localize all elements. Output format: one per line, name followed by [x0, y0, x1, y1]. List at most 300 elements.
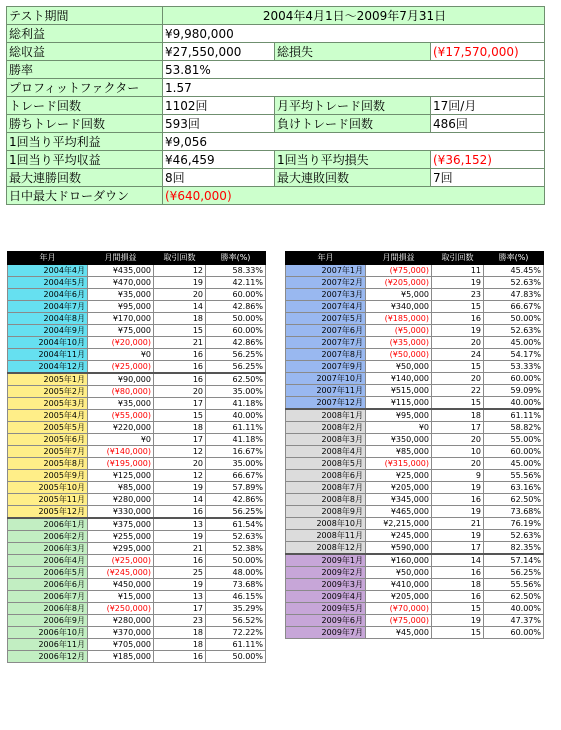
monthly-pl-cell: ¥5,000	[366, 289, 432, 301]
trade-count-cell: 12	[154, 265, 206, 277]
win-rate-cell: 50.00%	[484, 313, 544, 325]
monthly-pl-cell: ¥245,000	[366, 530, 432, 542]
win-rate-cell: 48.00%	[206, 567, 266, 579]
year-month-cell: 2005年11月	[8, 494, 88, 506]
empty-row	[286, 650, 544, 661]
table-row	[8, 567, 266, 579]
trade-count-cell: 21	[154, 337, 206, 349]
table-row	[8, 531, 266, 543]
header-year-month: 年月	[286, 252, 366, 265]
trade-count-cell: 19	[154, 482, 206, 494]
trade-count-cell: 23	[432, 289, 484, 301]
win-rate-cell: 40.00%	[484, 603, 544, 615]
table-row	[8, 446, 266, 458]
year-month-cell: 2008年3月	[286, 434, 366, 446]
year-month-cell: 2006年7月	[8, 591, 88, 603]
monthly-pl-cell: ¥125,000	[88, 470, 154, 482]
win-rate-cell: 40.00%	[484, 397, 544, 410]
avg-profit-label: 1回当り平均利益	[7, 133, 163, 151]
trade-count-cell: 15	[154, 410, 206, 422]
trade-count-cell: 13	[154, 591, 206, 603]
summary-row-total-profit	[7, 25, 545, 43]
test-period-value: 2004年4月1日～2009年7月31日	[163, 7, 545, 25]
monthly-pl-cell: (¥5,000)	[366, 325, 432, 337]
win-rate-cell: 60.00%	[206, 325, 266, 337]
monthly-pl-cell: (¥35,000)	[366, 337, 432, 349]
trade-count-cell: 17	[154, 398, 206, 410]
monthly-pl-cell: ¥160,000	[366, 554, 432, 567]
monthly-pl-cell: ¥330,000	[88, 506, 154, 519]
win-rate-cell: 73.68%	[484, 506, 544, 518]
table-row	[8, 349, 266, 361]
trade-count-cell: 14	[154, 494, 206, 506]
trade-count-cell: 19	[432, 506, 484, 518]
header-trade-count: 取引回数	[432, 252, 484, 265]
win-rate-cell: 50.00%	[206, 555, 266, 567]
win-rate-cell: 73.68%	[206, 579, 266, 591]
summary-row-avg-gain-loss	[7, 151, 545, 169]
year-month-cell: 2006年4月	[8, 555, 88, 567]
monthly-pl-cell: (¥25,000)	[88, 361, 154, 374]
table-row	[286, 470, 544, 482]
empty-cell	[484, 639, 544, 651]
monthly-pl-cell: ¥280,000	[88, 615, 154, 627]
monthly-header-row	[286, 252, 544, 265]
year-month-cell: 2005年7月	[8, 446, 88, 458]
trade-count-cell: 16	[154, 373, 206, 386]
summary-row-trades	[7, 97, 545, 115]
monthly-pl-cell: (¥205,000)	[366, 277, 432, 289]
summary-row-streaks	[7, 169, 545, 187]
year-month-cell: 2006年3月	[8, 543, 88, 555]
table-row	[286, 301, 544, 313]
monthly-pl-cell: ¥90,000	[88, 373, 154, 386]
table-row	[286, 615, 544, 627]
win-rate-cell: 55.56%	[484, 470, 544, 482]
trade-count-cell: 20	[154, 289, 206, 301]
trade-count-cell: 20	[154, 458, 206, 470]
table-row	[286, 373, 544, 385]
trade-count-cell: 16	[432, 567, 484, 579]
win-rate-cell: 50.00%	[206, 651, 266, 663]
total-profit-label: 総利益	[7, 25, 163, 43]
table-row	[8, 543, 266, 555]
monthly-pl-cell: ¥185,000	[88, 651, 154, 663]
trade-count-cell: 19	[432, 482, 484, 494]
trade-count-cell: 16	[154, 651, 206, 663]
win-rate-cell: 41.18%	[206, 398, 266, 410]
table-row	[286, 325, 544, 337]
monthly-pl-cell: (¥315,000)	[366, 458, 432, 470]
monthly-pl-cell: ¥75,000	[88, 325, 154, 337]
trade-count-cell: 18	[154, 627, 206, 639]
monthly-pl-cell: (¥250,000)	[88, 603, 154, 615]
table-row	[8, 458, 266, 470]
trade-count-cell: 14	[154, 301, 206, 313]
table-row	[8, 579, 266, 591]
trade-count-cell: 21	[154, 543, 206, 555]
monthly-table-right	[285, 251, 544, 661]
trade-count-cell: 20	[432, 373, 484, 385]
monthly-pl-cell: ¥370,000	[88, 627, 154, 639]
win-rate-cell: 55.00%	[484, 434, 544, 446]
trades-label: トレード回数	[7, 97, 163, 115]
avg-gain-label: 1回当り平均収益	[7, 151, 163, 169]
summary-table	[6, 6, 545, 205]
monthly-pl-cell: ¥15,000	[88, 591, 154, 603]
year-month-cell: 2007年6月	[286, 325, 366, 337]
table-row	[8, 615, 266, 627]
table-row	[286, 530, 544, 542]
table-row	[8, 470, 266, 482]
monthly-pl-cell: (¥70,000)	[366, 603, 432, 615]
trade-count-cell: 15	[432, 627, 484, 639]
win-rate-cell: 56.25%	[484, 567, 544, 579]
year-month-cell: 2008年12月	[286, 542, 366, 555]
trade-count-cell: 24	[432, 349, 484, 361]
win-rate-cell: 72.22%	[206, 627, 266, 639]
win-rate-cell: 56.25%	[206, 361, 266, 374]
win-rate-cell: 35.00%	[206, 458, 266, 470]
win-rate-cell: 53.33%	[484, 361, 544, 373]
win-rate-cell: 62.50%	[484, 494, 544, 506]
table-row	[286, 434, 544, 446]
win-rate-cell: 47.37%	[484, 615, 544, 627]
win-rate-cell: 55.56%	[484, 579, 544, 591]
monthly-pl-cell: (¥55,000)	[88, 410, 154, 422]
win-rate-cell: 54.17%	[484, 349, 544, 361]
empty-row	[286, 639, 544, 651]
header-win-rate: 勝率(%)	[484, 252, 544, 265]
year-month-cell: 2009年4月	[286, 591, 366, 603]
trade-count-cell: 16	[432, 494, 484, 506]
year-month-cell: 2006年9月	[8, 615, 88, 627]
year-month-cell: 2005年2月	[8, 386, 88, 398]
monthly-pl-cell: ¥465,000	[366, 506, 432, 518]
empty-cell	[286, 650, 366, 661]
table-row	[286, 265, 544, 277]
table-row	[286, 313, 544, 325]
year-month-cell: 2008年2月	[286, 422, 366, 434]
trade-count-cell: 19	[154, 579, 206, 591]
trade-count-cell: 17	[432, 422, 484, 434]
trade-count-cell: 15	[432, 603, 484, 615]
table-row	[8, 337, 266, 349]
win-rate-cell: 76.19%	[484, 518, 544, 530]
trade-count-cell: 19	[432, 277, 484, 289]
year-month-cell: 2008年8月	[286, 494, 366, 506]
trade-count-cell: 16	[154, 555, 206, 567]
table-row	[8, 627, 266, 639]
table-row	[286, 361, 544, 373]
year-month-cell: 2007年8月	[286, 349, 366, 361]
monthly-pl-cell: ¥280,000	[88, 494, 154, 506]
win-rate-cell: 63.16%	[484, 482, 544, 494]
table-row	[286, 385, 544, 397]
year-month-cell: 2004年5月	[8, 277, 88, 289]
win-rate-cell: 52.63%	[484, 277, 544, 289]
year-month-cell: 2008年11月	[286, 530, 366, 542]
monthly-pl-cell: ¥0	[88, 349, 154, 361]
monthly-table-left	[7, 251, 266, 663]
year-month-cell: 2005年4月	[8, 410, 88, 422]
year-month-cell: 2004年8月	[8, 313, 88, 325]
year-month-cell: 2005年10月	[8, 482, 88, 494]
monthly-pl-cell: (¥245,000)	[88, 567, 154, 579]
table-row	[286, 579, 544, 591]
total-profit-value: ¥9,980,000	[163, 25, 545, 43]
monthly-pl-cell: ¥25,000	[366, 470, 432, 482]
win-rate-cell: 52.63%	[484, 530, 544, 542]
monthly-trades-value: 17回/月	[431, 97, 545, 115]
table-row	[8, 373, 266, 386]
trade-count-cell: 16	[154, 349, 206, 361]
table-row	[286, 349, 544, 361]
table-row	[8, 434, 266, 446]
empty-cell	[366, 639, 432, 651]
win-rate-cell: 45.00%	[484, 337, 544, 349]
win-rate-cell: 66.67%	[206, 470, 266, 482]
table-row	[286, 591, 544, 603]
year-month-cell: 2008年5月	[286, 458, 366, 470]
table-row	[8, 591, 266, 603]
trade-count-cell: 15	[154, 325, 206, 337]
empty-cell	[432, 639, 484, 651]
year-month-cell: 2007年1月	[286, 265, 366, 277]
trade-count-cell: 18	[154, 639, 206, 651]
profit-factor-label: プロフィットファクター	[7, 79, 163, 97]
monthly-pl-cell: ¥590,000	[366, 542, 432, 555]
win-rate-cell: 16.67%	[206, 446, 266, 458]
max-lose-streak-label: 最大連敗回数	[275, 169, 431, 187]
year-month-cell: 2006年12月	[8, 651, 88, 663]
table-row	[8, 639, 266, 651]
monthly-pl-cell: (¥185,000)	[366, 313, 432, 325]
max-lose-streak-value: 7回	[431, 169, 545, 187]
win-rate-value: 53.81%	[163, 61, 545, 79]
table-row	[8, 651, 266, 663]
year-month-cell: 2005年1月	[8, 373, 88, 386]
drawdown-label: 日中最大ドローダウン	[7, 187, 163, 205]
header-year-month: 年月	[8, 252, 88, 265]
monthly-pl-cell: (¥75,000)	[366, 615, 432, 627]
win-rate-cell: 47.83%	[484, 289, 544, 301]
monthly-pl-cell: ¥115,000	[366, 397, 432, 410]
monthly-header-row	[8, 252, 266, 265]
monthly-pl-cell: ¥205,000	[366, 482, 432, 494]
trade-count-cell: 17	[154, 603, 206, 615]
monthly-pl-cell: ¥0	[88, 434, 154, 446]
monthly-pl-cell: ¥220,000	[88, 422, 154, 434]
monthly-pl-cell: ¥170,000	[88, 313, 154, 325]
total-gain-value: ¥27,550,000	[163, 43, 275, 61]
monthly-pl-cell: (¥75,000)	[366, 265, 432, 277]
table-row	[286, 277, 544, 289]
monthly-pl-cell: ¥470,000	[88, 277, 154, 289]
year-month-cell: 2006年8月	[8, 603, 88, 615]
table-row	[8, 603, 266, 615]
summary-row-profit-factor	[7, 79, 545, 97]
trade-count-cell: 19	[154, 277, 206, 289]
avg-loss-value: (¥36,152)	[431, 151, 545, 169]
table-row	[8, 277, 266, 289]
monthly-pl-cell: (¥195,000)	[88, 458, 154, 470]
table-row	[8, 518, 266, 531]
win-rate-cell: 56.52%	[206, 615, 266, 627]
win-rate-cell: 58.33%	[206, 265, 266, 277]
win-rate-cell: 61.11%	[206, 639, 266, 651]
trade-count-cell: 20	[154, 386, 206, 398]
table-row	[286, 337, 544, 349]
year-month-cell: 2006年10月	[8, 627, 88, 639]
trade-count-cell: 21	[432, 518, 484, 530]
year-month-cell: 2007年4月	[286, 301, 366, 313]
trade-count-cell: 12	[154, 470, 206, 482]
trade-count-cell: 18	[432, 409, 484, 422]
empty-cell	[432, 650, 484, 661]
win-rate-cell: 62.50%	[484, 591, 544, 603]
win-trades-label: 勝ちトレード回数	[7, 115, 163, 133]
year-month-cell: 2007年5月	[286, 313, 366, 325]
win-rate-cell: 56.25%	[206, 349, 266, 361]
table-row	[8, 410, 266, 422]
total-loss-value: (¥17,570,000)	[431, 43, 545, 61]
trade-count-cell: 20	[432, 434, 484, 446]
year-month-cell: 2004年9月	[8, 325, 88, 337]
year-month-cell: 2004年11月	[8, 349, 88, 361]
win-rate-cell: 42.86%	[206, 301, 266, 313]
empty-cell	[286, 639, 366, 651]
table-row	[8, 325, 266, 337]
monthly-pl-cell: ¥45,000	[366, 627, 432, 639]
year-month-cell: 2009年2月	[286, 567, 366, 579]
total-loss-label: 総損失	[275, 43, 431, 61]
monthly-pl-cell: ¥375,000	[88, 518, 154, 531]
monthly-pl-cell: ¥350,000	[366, 434, 432, 446]
max-win-streak-value: 8回	[163, 169, 275, 187]
table-row	[8, 398, 266, 410]
win-rate-cell: 52.63%	[206, 531, 266, 543]
monthly-pl-cell: ¥95,000	[88, 301, 154, 313]
year-month-cell: 2008年7月	[286, 482, 366, 494]
table-row	[8, 482, 266, 494]
year-month-cell: 2006年5月	[8, 567, 88, 579]
win-rate-cell: 56.25%	[206, 506, 266, 519]
year-month-cell: 2004年7月	[8, 301, 88, 313]
table-row	[286, 289, 544, 301]
win-rate-cell: 59.09%	[484, 385, 544, 397]
win-rate-cell: 42.11%	[206, 277, 266, 289]
table-row	[8, 289, 266, 301]
lose-trades-value: 486回	[431, 115, 545, 133]
monthly-table-left-body	[8, 265, 266, 663]
win-rate-cell: 35.29%	[206, 603, 266, 615]
trades-value: 1102回	[163, 97, 275, 115]
monthly-pl-cell: ¥255,000	[88, 531, 154, 543]
year-month-cell: 2008年6月	[286, 470, 366, 482]
year-month-cell: 2005年3月	[8, 398, 88, 410]
table-row	[286, 409, 544, 422]
trade-count-cell: 14	[432, 554, 484, 567]
win-rate-cell: 57.14%	[484, 554, 544, 567]
win-rate-cell: 60.00%	[484, 627, 544, 639]
trade-count-cell: 18	[154, 422, 206, 434]
table-row	[8, 361, 266, 374]
trade-count-cell: 9	[432, 470, 484, 482]
year-month-cell: 2007年12月	[286, 397, 366, 410]
year-month-cell: 2004年4月	[8, 265, 88, 277]
trade-count-cell: 19	[432, 325, 484, 337]
win-rate-cell: 66.67%	[484, 301, 544, 313]
monthly-table-right-body	[286, 265, 544, 662]
win-rate-cell: 58.82%	[484, 422, 544, 434]
win-rate-cell: 41.18%	[206, 434, 266, 446]
monthly-pl-cell: ¥450,000	[88, 579, 154, 591]
table-row	[286, 554, 544, 567]
avg-loss-label: 1回当り平均損失	[275, 151, 431, 169]
trade-count-cell: 13	[154, 518, 206, 531]
trade-count-cell: 25	[154, 567, 206, 579]
year-month-cell: 2008年1月	[286, 409, 366, 422]
win-rate-cell: 45.00%	[484, 458, 544, 470]
win-rate-cell: 82.35%	[484, 542, 544, 555]
trade-count-cell: 18	[432, 579, 484, 591]
win-rate-cell: 61.11%	[484, 409, 544, 422]
trade-count-cell: 20	[432, 458, 484, 470]
year-month-cell: 2006年1月	[8, 518, 88, 531]
drawdown-value: (¥640,000)	[163, 187, 545, 205]
monthly-pl-cell: (¥140,000)	[88, 446, 154, 458]
test-period-label: テスト期間	[7, 7, 163, 25]
table-row	[8, 506, 266, 519]
table-row	[8, 494, 266, 506]
monthly-pl-cell: ¥515,000	[366, 385, 432, 397]
win-rate-label: 勝率	[7, 61, 163, 79]
year-month-cell: 2005年6月	[8, 434, 88, 446]
win-rate-cell: 62.50%	[206, 373, 266, 386]
trade-count-cell: 19	[432, 530, 484, 542]
year-month-cell: 2007年10月	[286, 373, 366, 385]
empty-cell	[366, 650, 432, 661]
year-month-cell: 2007年2月	[286, 277, 366, 289]
year-month-cell: 2005年9月	[8, 470, 88, 482]
win-rate-cell: 60.00%	[206, 289, 266, 301]
year-month-cell: 2009年1月	[286, 554, 366, 567]
monthly-pl-cell: (¥25,000)	[88, 555, 154, 567]
table-row	[286, 542, 544, 555]
win-rate-cell: 40.00%	[206, 410, 266, 422]
monthly-pl-cell: ¥85,000	[88, 482, 154, 494]
table-row	[8, 555, 266, 567]
trade-count-cell: 11	[432, 265, 484, 277]
avg-gain-value: ¥46,459	[163, 151, 275, 169]
win-rate-cell: 45.45%	[484, 265, 544, 277]
monthly-pl-cell: ¥705,000	[88, 639, 154, 651]
year-month-cell: 2004年12月	[8, 361, 88, 374]
monthly-pl-cell: (¥50,000)	[366, 349, 432, 361]
win-rate-cell: 60.00%	[484, 373, 544, 385]
summary-row-avg-profit	[7, 133, 545, 151]
summary-row-test-period	[7, 7, 545, 25]
trade-count-cell: 19	[432, 615, 484, 627]
trade-count-cell: 12	[154, 446, 206, 458]
win-rate-cell: 52.38%	[206, 543, 266, 555]
trade-count-cell: 18	[154, 313, 206, 325]
year-month-cell: 2009年7月	[286, 627, 366, 639]
monthly-pl-cell: ¥0	[366, 422, 432, 434]
monthly-pl-cell: ¥95,000	[366, 409, 432, 422]
year-month-cell: 2007年9月	[286, 361, 366, 373]
